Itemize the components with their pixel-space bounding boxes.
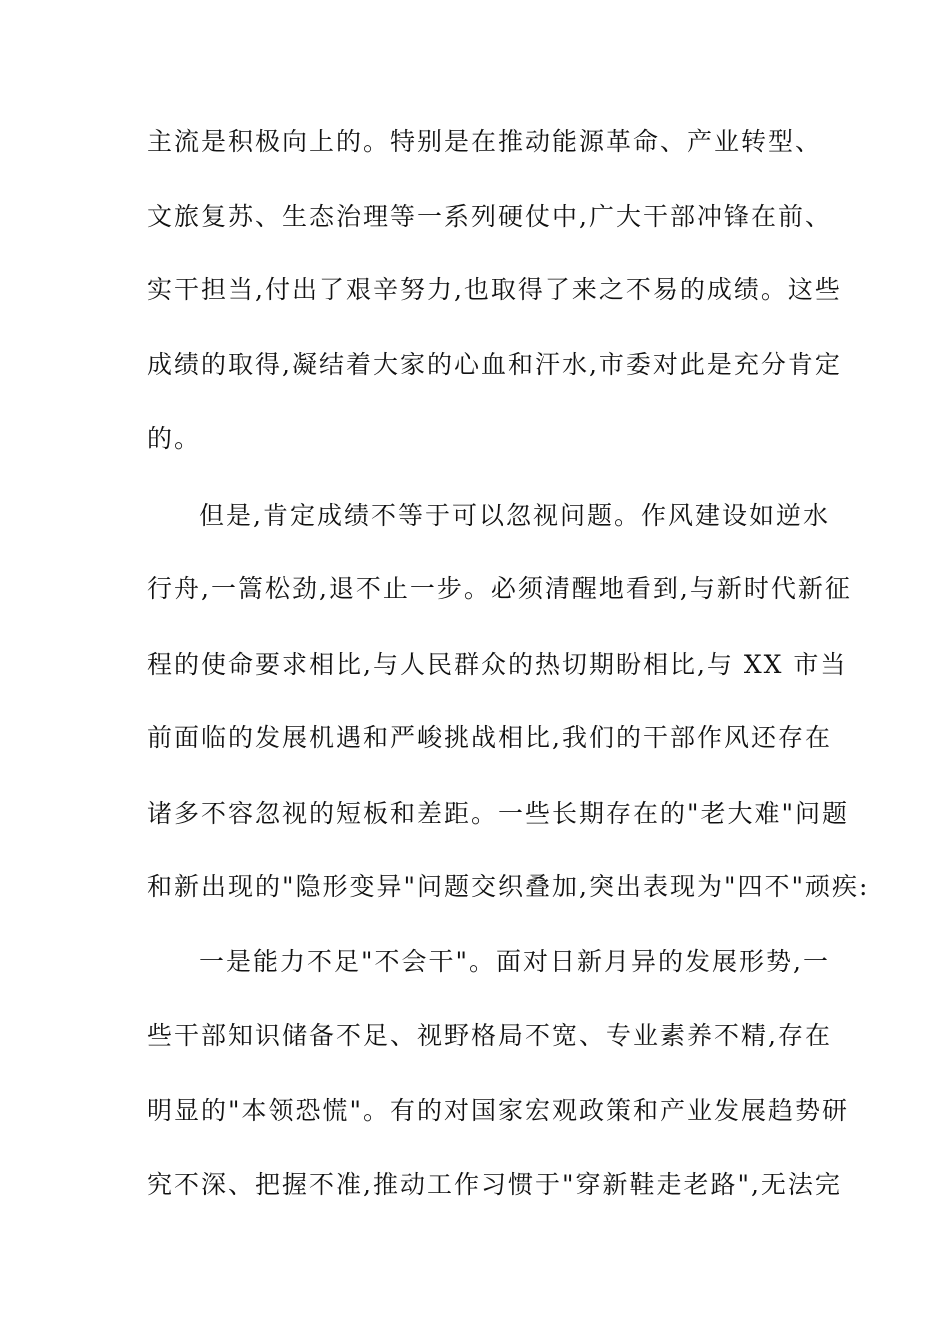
text-line: 实干担当,付出了艰辛努力,也取得了来之不易的成绩。这些 [147,275,842,304]
text-line: 行舟,一篙松劲,退不止一步。必须清醒地看到,与新时代新征 [147,574,852,603]
text-line: 和新出现的"隐形变异"问题交织叠加,突出表现为"四不"顽疾: [147,872,870,901]
text-line: 文旅复苏、生态治理等一系列硬仗中,广大干部冲锋在前、 [147,202,832,231]
text-line: 成绩的取得,凝结着大家的心血和汗水,市委对此是充分肯定 [147,350,842,379]
text-line: 主流是积极向上的。特别是在推动能源革命、产业转型、 [147,127,823,156]
text-line: 诸多不容忽视的短板和差距。一些长期存在的"老大难"问题 [147,799,850,828]
text-line: 程的使命要求相比,与人民群众的热切期盼相比,与 XX 市当 [147,650,848,679]
text-line: 些干部知识储备不足、视野格局不宽、专业素养不精,存在 [147,1021,832,1050]
text-line: 的。 [147,424,202,453]
text-line: 一是能力不足"不会干"。面对日新月异的发展形势,一 [199,947,830,976]
text-line: 明显的"本领恐慌"。有的对国家宏观政策和产业发展趋势研 [147,1096,850,1125]
text-line: 究不深、把握不准,推动工作习惯于"穿新鞋走老路",无法完 [147,1170,842,1199]
text-line: 但是,肯定成绩不等于可以忽视问题。作风建设如逆水 [199,501,830,530]
text-line: 前面临的发展机遇和严峻挑战相比,我们的干部作风还存在 [147,723,832,752]
